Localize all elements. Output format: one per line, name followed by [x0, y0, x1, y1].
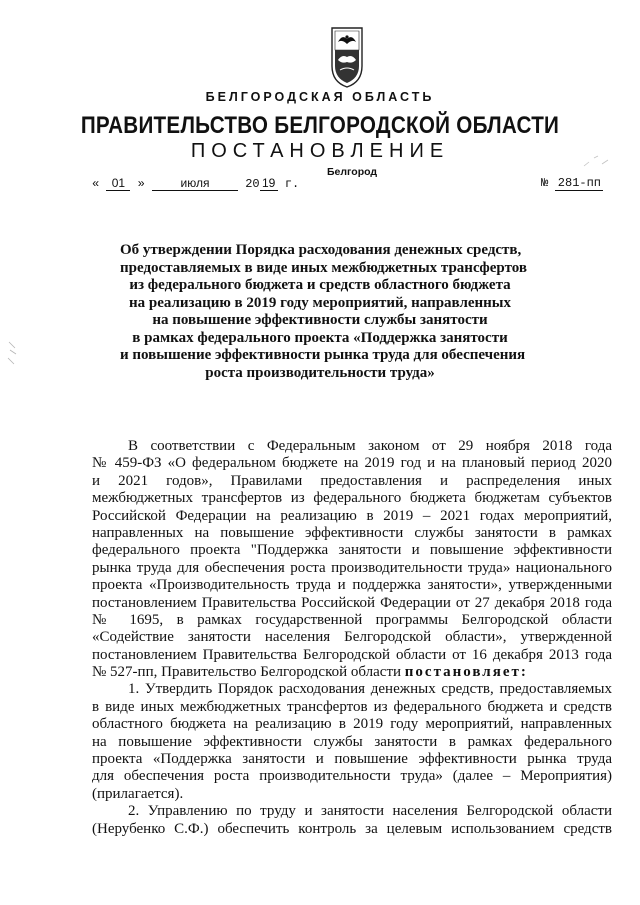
item1-line: для обеспечения роста производительности труда» (далее – Мероприятия) — [92, 768, 612, 785]
scan-artifact-mark — [6, 340, 20, 366]
title-line: на реализацию в 2019 году мероприятий, направленных — [128, 294, 512, 311]
preamble-line: проекта «Производительность труда и поддержка занятости», утвержденными — [92, 577, 612, 594]
date-day: 01 — [106, 176, 130, 191]
scan-artifact-mark — [580, 152, 614, 172]
region-name: БЕЛГОРОДСКАЯ ОБЛАСТЬ — [205, 90, 435, 104]
preamble-line: межбюджетных трансфертов из федерального бюджета бюджетам субъектов — [92, 490, 612, 507]
item2-line: 2. Управлению по труду и занятости населения Белгородской области — [128, 803, 612, 820]
preamble-line: № 1695, в рамках государственной программы Белгородской области — [92, 611, 612, 628]
title-line: предоставляемых в виде иных межбюджетных трансфертов — [120, 259, 527, 276]
city-name: Белгород — [327, 166, 378, 178]
decree-body — [92, 438, 612, 838]
decree-number — [541, 176, 603, 191]
date-close-quote: » — [137, 177, 145, 191]
number-value: 281-пп — [555, 176, 603, 191]
item1-line: проекта «Поддержка занятости и повышение эффективности рынка труда — [92, 751, 612, 768]
preamble-line: В соответствии с Федеральным законом от 29 ноября 2018 года — [128, 438, 612, 454]
title-line: в рамках федерального проекта «Поддержка занятости — [132, 329, 508, 346]
number-prefix: № — [541, 176, 549, 190]
date-year-prefix: 20 — [245, 177, 260, 191]
preamble-line: постановлением Правительства Российской Федерации от 27 декабря 2018 года — [92, 594, 612, 611]
preamble-end: № 527-пп, Правительство Белгородской области — [92, 664, 402, 681]
preamble-line: «Содействие занятости населения Белгородской области», утвержденной — [92, 629, 612, 646]
item1-line: на повышение эффективности службы занятости в рамках федерального — [92, 733, 612, 750]
item1-line: 1. Утвердить Порядок расходования денежных средств, предоставляемых — [128, 681, 612, 698]
coat-of-arms-emblem — [330, 26, 364, 88]
item1-line: областного бюджета на реализацию в 2019 году мероприятий, направленных — [92, 716, 612, 733]
date-year-abbrev: г. — [284, 177, 300, 191]
decree-date — [92, 176, 299, 191]
date-open-quote: « — [92, 177, 100, 191]
title-line: и повышение эффективности рынка труда для обеспечения — [120, 347, 526, 363]
preamble-line: постановлением Правительства Белгородской области от 16 декабря 2013 года — [92, 646, 612, 663]
item1-line: (прилагается). — [92, 785, 184, 802]
date-year-suffix: 19 — [260, 176, 278, 191]
item1-line: в виде иных межбюджетных трансфертов из федерального бюджета и средств — [92, 698, 612, 715]
preamble-line: и 2021 годов», Правилами предоставления и распределения иных — [92, 472, 612, 489]
preamble-final-line — [92, 664, 612, 681]
document-type: ПОСТАНОВЛЕНИЕ — [190, 140, 450, 162]
preamble-line: Российской Федерации на реализацию в 2019 – 2021 годах мероприятий, — [92, 507, 612, 524]
title-line: Об утверждении Порядка расходования денежных средств, — [120, 242, 522, 258]
preamble-line: рынка труда для обеспечения роста производительности труда» национального — [92, 559, 612, 576]
item2-line: (Нерубенко С.Ф.) обеспечить контроль за целевым использованием средств — [92, 820, 612, 837]
preamble-line: направленных на повышение эффективности службы занятости в рамках — [92, 524, 612, 541]
title-line: на повышение эффективности службы занятости — [152, 312, 488, 328]
preamble-line: федерального проекта "Поддержка занятости и повышение эффективности — [92, 542, 612, 559]
preamble-line: № 459-ФЗ «О федеральном бюджете на 2019 год и на плановый период 2020 — [92, 455, 612, 472]
government-name: ПРАВИТЕЛЬСТВО БЕЛГОРОДСКОЙ ОБЛАСТИ — [80, 112, 560, 139]
date-month: июля — [152, 176, 238, 191]
decree-title — [120, 242, 527, 382]
resolves-word: постановляет: — [404, 664, 528, 681]
title-line: из федерального бюджета и средств областного бюджета — [129, 277, 511, 293]
title-line: роста производительности труда» — [205, 364, 435, 381]
